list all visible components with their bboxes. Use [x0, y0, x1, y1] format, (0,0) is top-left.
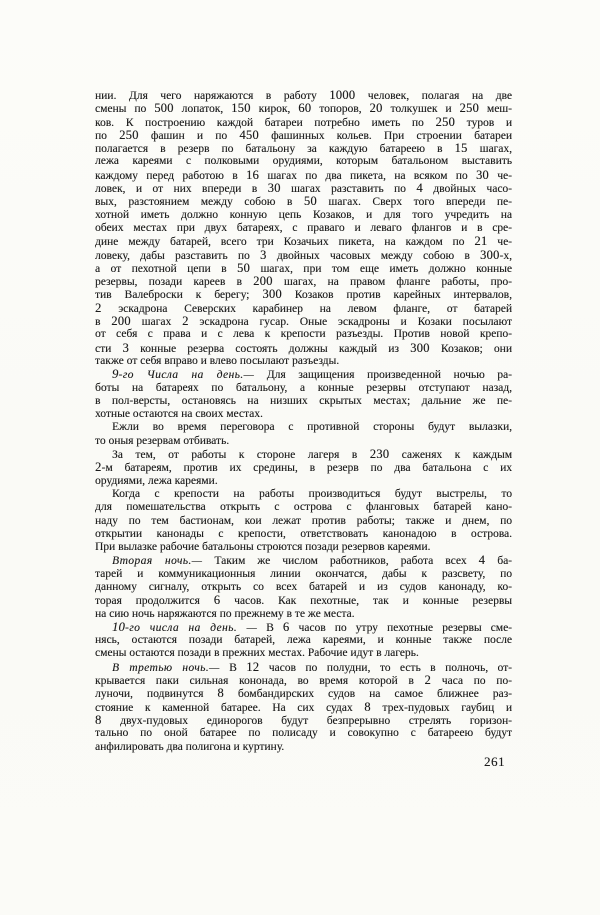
numeral: 9: [112, 368, 119, 382]
text-line: тарей и коммуникационныя линии окончатся, дабы к разсвету, по: [95, 567, 512, 580]
text-line: крывается паки сильная кононада, во время которой в 2 часа по по-: [95, 674, 512, 688]
text-line: хотные остаются на своих местах.: [95, 408, 263, 421]
text-line: от себя с права и с лева к крепости разъезды. Против новой крепо-: [95, 328, 512, 341]
numeral: 15: [454, 142, 468, 156]
numeral: 300: [410, 341, 430, 355]
text-line: а от пехотной цепи в 50 шагах, при том еще иметь должно конные: [95, 261, 512, 275]
numeral: 4: [478, 554, 486, 568]
text-line: боты на батареях по батальону, а конные резервы отступают назад,: [95, 381, 512, 394]
text-line: открытии канонады с крепости, ответствовать канонадою в острова.: [95, 527, 512, 540]
numeral: 2: [95, 301, 102, 315]
numeral: 250: [435, 115, 455, 129]
numeral: 60: [298, 102, 312, 116]
text-line: тив Валеброски к берегу; 300 Козаков против карейных интервалов,: [95, 288, 512, 302]
text-line: При вылазке рабочие батальоны строются позади резервов кареями.: [95, 541, 431, 554]
numeral: 16: [245, 168, 259, 182]
text-line: на сию ночь наряжаются по прежнему в те же места.: [95, 607, 355, 620]
text-line: по 250 фашин и по 450 фашинных кольев. При строении батареи: [95, 128, 512, 142]
text-line: наду по тем бастионам, кои лежат против работы; также и днем, по: [95, 514, 512, 527]
numeral: 4: [416, 182, 423, 196]
text-line: ловек, и от них впереди в 30 шагах разставить по 4 двойных часо-: [95, 182, 512, 196]
numeral: 450: [239, 128, 259, 142]
paragraph-lead-italic: В третью ночь.—: [112, 661, 220, 674]
numeral: 300: [480, 248, 500, 262]
text-line: данному сигналу, открыть со всех батарей и из судов канонаду, ко-: [95, 580, 512, 593]
numeral: 50: [303, 195, 317, 209]
text-line: обеих местах при двух батареях, с праваго и леваго флангов и в сре-: [95, 221, 512, 234]
numeral: 2: [182, 315, 189, 329]
text-block: [95, 89, 512, 754]
numeral: 230: [369, 448, 390, 462]
numeral: 250: [459, 102, 479, 116]
text-line: 10-го числа на день. — В 6 часов по утру пехотные резервы сме-: [112, 620, 512, 634]
text-line: торая продолжится 6 часов. Как пехотные, так и конные резервы: [95, 594, 512, 608]
text-line: анфилировать два полигона и куртину.: [95, 740, 285, 753]
numeral: 1000: [329, 89, 356, 102]
numeral: 30: [475, 168, 489, 182]
numeral: 21: [474, 235, 488, 249]
numeral: 10: [112, 620, 125, 634]
text-line: тально по оной батарее по полисаду и совокупно с батареею будут: [95, 727, 512, 740]
numeral: 200: [253, 275, 273, 289]
numeral: 3: [122, 341, 129, 355]
text-line: то оныя резервам отбивать.: [95, 434, 230, 447]
text-line: Вторая ночь.— Таким же числом работников, работа всех 4 ба-: [112, 554, 512, 568]
text-line: в 200 шагах 2 эскадрона гусар. Оные эскадроны и Козаки посылают: [95, 315, 512, 329]
text-line: 2 эскадрона Северских карабинер на левом фланге, от батарей: [95, 301, 512, 315]
text-line: 9-го Числа на день.— Для защищения произведенной ночью ра-: [112, 368, 512, 382]
text-line: сти 3 конные резерва состоять должны каждый из 300 Козаков; они: [95, 341, 512, 355]
text-line: резервы, позади кареев в 200 шагах, на правом фланге работы, про-: [95, 275, 512, 289]
numeral: 8: [364, 700, 371, 714]
paragraph-lead-italic: Вторая ночь.—: [112, 555, 203, 568]
text-line: За тем, от работы к стороне лагеря в 230 саженях к каждым: [112, 448, 512, 462]
paragraph-lead-italic: 10-го числа на день. —: [112, 620, 258, 634]
text-line: В третью ночь.— В 12 часов по полудни, то есть в полночь, от-: [112, 660, 512, 674]
numeral: 30: [267, 182, 281, 196]
numeral: 2: [424, 674, 432, 688]
numeral: 250: [119, 128, 139, 142]
numeral: 200: [111, 315, 131, 329]
text-line: нясь, остаются позади батарей, лежа кареями, и конные также после: [95, 634, 512, 647]
numeral: 150: [231, 102, 251, 116]
numeral: 12: [246, 660, 260, 674]
text-line: дине между батарей, всего три Козачьих пикета, на каждом по 21 че-: [95, 235, 512, 249]
text-line: каждому перед работою в 16 шагах по два пикета, на всяком по 30 че-: [95, 168, 512, 182]
numeral: 300: [262, 288, 282, 302]
numeral: 20: [369, 102, 383, 116]
numeral: 8: [217, 687, 224, 701]
text-line: также от себя вправо и влево посылают разъезды.: [95, 354, 340, 367]
text-line: 8 двух-пудовых единорогов будут безпрерывно стрелять горизон-: [95, 713, 512, 727]
text-line: смены остаются позади в прежних местах. Рабочие идут в лагерь.: [95, 647, 419, 660]
text-line: стояние к каменной батарее. На сих судах 8 трех-пудовых гаубиц и: [95, 700, 512, 714]
text-line: ков. К построению каждой батареи потребно иметь по 250 туров и: [95, 115, 512, 129]
numeral: 500: [154, 102, 174, 116]
text-line: ловеку, дабы разставить по 3 двойных часовых между собою в 300-х,: [95, 248, 512, 262]
text-line: хотной иметь должно конную цепь Козаков, и для того учредить на: [95, 208, 512, 221]
text-line: для помешательства открыть с острова с фланговых батарей кано-: [95, 501, 512, 514]
paragraph-lead-italic: 9-го Числа на день.—: [112, 368, 255, 382]
numeral: 8: [95, 713, 102, 727]
text-line: в пол-версты, остановясь на низших скрытых местах; дальние же пе-: [95, 394, 512, 407]
numeral: 6: [213, 594, 221, 608]
numeral: 50: [237, 261, 251, 275]
text-line: орудиями, лежа кареями.: [95, 474, 218, 487]
text-line: луночи, подвинутся 8 бомбандирских судов на самое ближнее раз-: [95, 687, 512, 701]
text-line: нии. Для чего наряжаются в работу 1000 человек, полагая на две: [95, 89, 512, 102]
numeral: 2: [95, 461, 102, 475]
text-line: Ежли во время переговора с противной стороны будут вылазки,: [112, 421, 512, 434]
text-line: полагается в резерв по батальону за каждую батареею в 15 шагах,: [95, 142, 512, 156]
text-line: вых, разстоянием между собою в 50 шагах. Сверх того впереди пе-: [95, 195, 512, 209]
page-number: 261: [484, 754, 505, 769]
text-line: смены по 500 лопаток, 150 кирок, 60 топоров, 20 толкушек и 250 меш-: [95, 102, 512, 116]
numeral: 6: [282, 620, 290, 634]
text-line: лежа кареями с полковыми орудиями, которым батальоном выставить: [95, 155, 512, 168]
text-line: Когда с крепости на работы производиться будут выстрелы, то: [112, 487, 512, 500]
numeral: 3: [260, 248, 267, 262]
text-line: 2-м батареям, против их средины, в резерв по два батальона с их: [95, 461, 512, 475]
